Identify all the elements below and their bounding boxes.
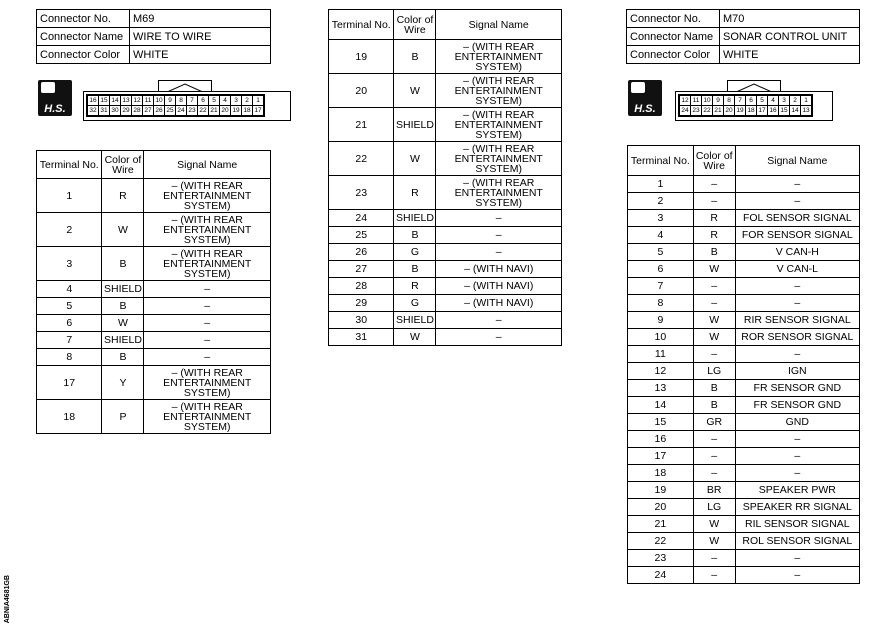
info-key: Connector Color — [37, 46, 130, 64]
signal-cell: RIL SENSOR SIGNAL — [735, 516, 859, 533]
signal-cell: – (WITH REAR ENTERTAINMENT SYSTEM) — [144, 179, 271, 213]
color-header: Color of Wire — [394, 10, 436, 40]
pin-cell: 11 — [143, 96, 154, 106]
terminal-cell: 5 — [628, 244, 694, 261]
signal-cell: – — [144, 298, 271, 315]
table-row — [628, 397, 860, 414]
table-row — [628, 312, 860, 329]
signal-cell: – (WITH REAR ENTERTAINMENT SYSTEM) — [436, 108, 562, 142]
table-row — [329, 329, 562, 346]
terminal-header: Terminal No. — [628, 146, 694, 176]
pin-cell: 19 — [232, 107, 240, 114]
pin-cell: 5 — [757, 96, 768, 106]
table-row — [628, 448, 860, 465]
signal-cell: – (WITH REAR ENTERTAINMENT SYSTEM) — [436, 142, 562, 176]
terminal-cell: 25 — [329, 227, 394, 244]
table-row — [329, 142, 562, 176]
table-row — [37, 400, 271, 434]
signal-cell: FOR SENSOR SIGNAL — [735, 227, 859, 244]
pin-cell: 12 — [681, 97, 689, 104]
signal-cell: – — [735, 193, 859, 210]
color-cell: R — [394, 278, 436, 295]
signal-cell: – — [735, 346, 859, 363]
terminal-cell: 19 — [628, 482, 694, 499]
color-cell: W — [693, 261, 735, 278]
terminal-cell: 2 — [628, 193, 694, 210]
table-row — [329, 210, 562, 227]
info-key: Connector Name — [627, 28, 720, 46]
figure-id: ABNIA4681GB — [4, 575, 11, 624]
table-row — [329, 74, 562, 108]
color-header: Color of Wire — [693, 146, 735, 176]
pin-cell: 4 — [768, 96, 779, 106]
color-cell: – — [693, 346, 735, 363]
terminal-cell: 1 — [37, 179, 102, 213]
signal-cell: – (WITH REAR ENTERTAINMENT SYSTEM) — [144, 366, 271, 400]
table-row — [37, 298, 271, 315]
signal-cell: SPEAKER RR SIGNAL — [735, 499, 859, 516]
terminal-cell: 10 — [628, 329, 694, 346]
color-cell: – — [693, 550, 735, 567]
table-row — [628, 414, 860, 431]
m69-pin-grid — [87, 95, 264, 116]
pin-cell: 8 — [724, 96, 735, 106]
signal-cell: FOL SENSOR SIGNAL — [735, 210, 859, 227]
info-key: Connector No. — [37, 10, 130, 28]
terminal-cell: 11 — [628, 346, 694, 363]
pin-cell: 2 — [242, 96, 253, 106]
signal-cell: – (WITH REAR ENTERTAINMENT SYSTEM) — [144, 213, 271, 247]
table-row — [628, 278, 860, 295]
color-cell: W — [693, 312, 735, 329]
table-row — [628, 465, 860, 482]
color-cell: – — [693, 448, 735, 465]
table-row — [628, 516, 860, 533]
table-row — [329, 40, 562, 74]
hs-harness-side-icon — [628, 80, 662, 116]
terminal-cell: 13 — [628, 380, 694, 397]
table-row — [37, 179, 271, 213]
signal-cell: – — [144, 332, 271, 349]
signal-cell: V CAN-L — [735, 261, 859, 278]
color-cell: W — [693, 329, 735, 346]
color-cell: SHIELD — [394, 108, 436, 142]
table-row — [628, 567, 860, 584]
table-row — [37, 247, 271, 281]
table-row — [329, 312, 562, 329]
terminal-cell: 18 — [37, 400, 102, 434]
table-row — [628, 210, 860, 227]
terminal-cell: 7 — [37, 332, 102, 349]
table-row — [628, 363, 860, 380]
table-row — [628, 244, 860, 261]
info-value: WIRE TO WIRE — [130, 28, 271, 46]
signal-cell: – (WITH NAVI) — [436, 278, 562, 295]
color-cell: W — [394, 329, 436, 346]
color-cell: R — [693, 210, 735, 227]
pin-cell: 31 — [100, 107, 108, 114]
signal-cell: – — [735, 176, 859, 193]
color-cell: – — [693, 176, 735, 193]
color-cell: P — [102, 400, 144, 434]
terminal-cell: 23 — [329, 176, 394, 210]
terminal-cell: 24 — [628, 567, 694, 584]
terminal-cell: 24 — [329, 210, 394, 227]
signal-cell: FR SENSOR GND — [735, 380, 859, 397]
terminal-cell: 18 — [628, 465, 694, 482]
pin-cell: 14 — [111, 97, 119, 104]
terminal-cell: 17 — [628, 448, 694, 465]
terminal-cell: 7 — [628, 278, 694, 295]
m70-terminal-table — [627, 145, 860, 584]
terminal-cell: 22 — [329, 142, 394, 176]
terminal-cell: 22 — [628, 533, 694, 550]
pin-cell: 16 — [89, 97, 97, 104]
info-key: Connector No. — [627, 10, 720, 28]
pin-cell: 29 — [122, 107, 130, 114]
table-row — [628, 533, 860, 550]
pin-cell: 17 — [758, 107, 766, 114]
signal-cell: – (WITH REAR ENTERTAINMENT SYSTEM) — [436, 74, 562, 108]
table-row — [37, 281, 271, 298]
color-cell: SHIELD — [102, 281, 144, 298]
m70-connector-face — [675, 91, 833, 121]
color-cell: – — [693, 193, 735, 210]
table-row — [628, 499, 860, 516]
pin-cell: 11 — [691, 96, 702, 106]
color-cell: GR — [693, 414, 735, 431]
signal-header: Signal Name — [144, 151, 271, 179]
signal-header: Signal Name — [436, 10, 562, 40]
signal-cell: – — [735, 295, 859, 312]
color-cell: SHIELD — [394, 312, 436, 329]
signal-cell: – — [144, 315, 271, 332]
table-row — [37, 366, 271, 400]
color-cell: LG — [693, 363, 735, 380]
pin-cell: 13 — [802, 107, 810, 114]
signal-cell: – — [436, 312, 562, 329]
info-value: M69 — [130, 10, 271, 28]
terminal-cell: 20 — [329, 74, 394, 108]
terminal-cell: 16 — [628, 431, 694, 448]
pin-cell: 9 — [165, 96, 176, 106]
pin-cell: 8 — [176, 96, 187, 106]
table-row — [37, 349, 271, 366]
color-cell: R — [102, 179, 144, 213]
pin-cell: 6 — [198, 96, 209, 106]
signal-cell: – — [436, 244, 562, 261]
pin-cell: 15 — [780, 107, 788, 114]
pin-cell: 3 — [779, 96, 790, 106]
pin-cell: 26 — [155, 107, 163, 114]
color-cell: – — [693, 465, 735, 482]
signal-cell: – — [735, 431, 859, 448]
table-row — [628, 176, 860, 193]
color-cell: B — [394, 227, 436, 244]
table-row — [329, 108, 562, 142]
signal-cell: – — [735, 465, 859, 482]
signal-cell: – (WITH NAVI) — [436, 295, 562, 312]
terminal-header: Terminal No. — [329, 10, 394, 40]
table-row — [329, 244, 562, 261]
table-row — [628, 482, 860, 499]
terminal-cell: 31 — [329, 329, 394, 346]
terminal-cell: 12 — [628, 363, 694, 380]
pin-cell: 23 — [692, 107, 700, 114]
pin-cell: 21 — [714, 107, 722, 114]
pin-cell: 24 — [681, 107, 689, 114]
table-row — [329, 261, 562, 278]
table-row — [628, 431, 860, 448]
m69-connector-face — [83, 91, 291, 121]
color-cell: W — [102, 213, 144, 247]
terminal-cell: 21 — [628, 516, 694, 533]
signal-cell: – (WITH REAR ENTERTAINMENT SYSTEM) — [144, 400, 271, 434]
terminal-cell: 26 — [329, 244, 394, 261]
m70-pin-grid — [679, 95, 812, 116]
m69-terminal-table — [36, 150, 271, 434]
signal-cell: ROR SENSOR SIGNAL — [735, 329, 859, 346]
terminal-cell: 15 — [628, 414, 694, 431]
pin-cell: 15 — [100, 97, 108, 104]
pin-cell: 14 — [791, 107, 799, 114]
table-row — [628, 227, 860, 244]
info-value: WHITE — [720, 46, 860, 64]
color-cell: B — [102, 298, 144, 315]
pin-cell: 5 — [209, 96, 220, 106]
terminal-cell: 6 — [37, 315, 102, 332]
signal-cell: ROL SENSOR SIGNAL — [735, 533, 859, 550]
signal-cell: IGN — [735, 363, 859, 380]
terminal-cell: 19 — [329, 40, 394, 74]
terminal-cell: 29 — [329, 295, 394, 312]
pin-cell: 24 — [177, 107, 185, 114]
color-cell: LG — [693, 499, 735, 516]
color-cell: B — [394, 261, 436, 278]
pin-cell: 10 — [155, 97, 163, 104]
color-cell: Y — [102, 366, 144, 400]
info-key: Connector Name — [37, 28, 130, 46]
signal-cell: – — [144, 281, 271, 298]
table-row — [37, 332, 271, 349]
terminal-cell: 17 — [37, 366, 102, 400]
table-row — [628, 261, 860, 278]
signal-cell: – — [735, 448, 859, 465]
pin-cell: 22 — [703, 107, 711, 114]
info-value: SONAR CONTROL UNIT — [720, 28, 860, 46]
color-cell: W — [102, 315, 144, 332]
signal-cell: – — [436, 329, 562, 346]
hs-label: H.S. — [634, 103, 656, 115]
signal-header: Signal Name — [735, 146, 859, 176]
signal-cell: – (WITH REAR ENTERTAINMENT SYSTEM) — [436, 40, 562, 74]
hs-label: H.S. — [44, 103, 66, 115]
terminal-header: Terminal No. — [37, 151, 102, 179]
terminal-cell: 8 — [628, 295, 694, 312]
pin-cell: 20 — [725, 107, 733, 114]
signal-cell: – — [735, 278, 859, 295]
table-row — [628, 193, 860, 210]
hs-harness-side-icon — [38, 80, 72, 116]
signal-cell: FR SENSOR GND — [735, 397, 859, 414]
connector-hand-icon — [631, 82, 645, 93]
color-cell: G — [394, 295, 436, 312]
info-value: M70 — [720, 10, 860, 28]
color-cell: – — [693, 278, 735, 295]
pin-cell: 28 — [133, 107, 141, 114]
terminal-cell: 27 — [329, 261, 394, 278]
color-cell: W — [693, 533, 735, 550]
color-cell: SHIELD — [102, 332, 144, 349]
color-cell: BR — [693, 482, 735, 499]
terminal-cell: 30 — [329, 312, 394, 329]
pin-cell: 18 — [243, 107, 251, 114]
signal-cell: – — [735, 550, 859, 567]
signal-cell: V CAN-H — [735, 244, 859, 261]
signal-cell: RIR SENSOR SIGNAL — [735, 312, 859, 329]
table-row — [628, 329, 860, 346]
pin-cell: 4 — [220, 96, 231, 106]
color-cell: B — [102, 349, 144, 366]
table-row — [628, 380, 860, 397]
signal-cell: – — [144, 349, 271, 366]
color-cell: B — [693, 380, 735, 397]
pin-cell: 22 — [199, 107, 207, 114]
color-cell: R — [394, 176, 436, 210]
terminal-cell: 28 — [329, 278, 394, 295]
terminal-cell: 9 — [628, 312, 694, 329]
pin-cell: 3 — [231, 96, 242, 106]
table-row — [329, 227, 562, 244]
pin-cell: 20 — [221, 107, 229, 114]
signal-cell: – (WITH REAR ENTERTAINMENT SYSTEM) — [144, 247, 271, 281]
m70-connector-info — [626, 9, 860, 64]
pin-cell: 17 — [254, 107, 262, 114]
table-row — [329, 176, 562, 210]
pin-cell: 30 — [111, 107, 119, 114]
color-cell: B — [102, 247, 144, 281]
pin-cell: 12 — [133, 97, 141, 104]
color-cell: B — [693, 397, 735, 414]
signal-cell: – — [436, 210, 562, 227]
color-header: Color of Wire — [102, 151, 144, 179]
pin-cell: 16 — [769, 107, 777, 114]
terminal-cell: 4 — [628, 227, 694, 244]
signal-cell: – — [436, 227, 562, 244]
color-cell: – — [693, 295, 735, 312]
pin-cell: 32 — [89, 107, 97, 114]
color-cell: – — [693, 431, 735, 448]
m69-connector-info — [36, 9, 271, 64]
pin-cell: 18 — [747, 107, 755, 114]
pin-cell: 9 — [713, 96, 724, 106]
color-cell: W — [394, 74, 436, 108]
table-row — [37, 213, 271, 247]
signal-cell: GND — [735, 414, 859, 431]
m69-terminal-table-continued — [328, 9, 562, 346]
color-cell: SHIELD — [394, 210, 436, 227]
pin-cell: 6 — [746, 96, 757, 106]
terminal-cell: 1 — [628, 176, 694, 193]
table-row — [628, 550, 860, 567]
table-row — [329, 278, 562, 295]
pin-cell: 7 — [735, 96, 746, 106]
signal-cell: – (WITH NAVI) — [436, 261, 562, 278]
terminal-cell: 20 — [628, 499, 694, 516]
terminal-cell: 4 — [37, 281, 102, 298]
terminal-cell: 21 — [329, 108, 394, 142]
pin-cell: 25 — [166, 107, 174, 114]
terminal-cell: 5 — [37, 298, 102, 315]
signal-cell: SPEAKER PWR — [735, 482, 859, 499]
pin-cell: 7 — [187, 96, 198, 106]
pin-cell: 10 — [703, 97, 711, 104]
color-cell: W — [693, 516, 735, 533]
pin-cell: 27 — [144, 107, 152, 114]
color-cell: B — [394, 40, 436, 74]
connector-hand-icon — [41, 82, 55, 93]
terminal-cell: 8 — [37, 349, 102, 366]
pin-cell: 1 — [253, 96, 264, 106]
table-row — [37, 315, 271, 332]
color-cell: – — [693, 567, 735, 584]
info-value: WHITE — [130, 46, 271, 64]
terminal-cell: 6 — [628, 261, 694, 278]
pin-cell: 1 — [801, 96, 812, 106]
signal-cell: – — [735, 567, 859, 584]
table-row — [329, 295, 562, 312]
terminal-cell: 23 — [628, 550, 694, 567]
terminal-cell: 2 — [37, 213, 102, 247]
terminal-cell: 3 — [628, 210, 694, 227]
color-cell: R — [693, 227, 735, 244]
pin-cell: 2 — [790, 96, 801, 106]
signal-cell: – (WITH REAR ENTERTAINMENT SYSTEM) — [436, 176, 562, 210]
terminal-cell: 14 — [628, 397, 694, 414]
info-key: Connector Color — [627, 46, 720, 64]
color-cell: W — [394, 142, 436, 176]
table-row — [628, 346, 860, 363]
pin-cell: 21 — [210, 107, 218, 114]
table-row — [628, 295, 860, 312]
color-cell: B — [693, 244, 735, 261]
pin-cell: 19 — [736, 107, 744, 114]
pin-cell: 13 — [122, 97, 130, 104]
color-cell: G — [394, 244, 436, 261]
pin-cell: 23 — [188, 107, 196, 114]
terminal-cell: 3 — [37, 247, 102, 281]
